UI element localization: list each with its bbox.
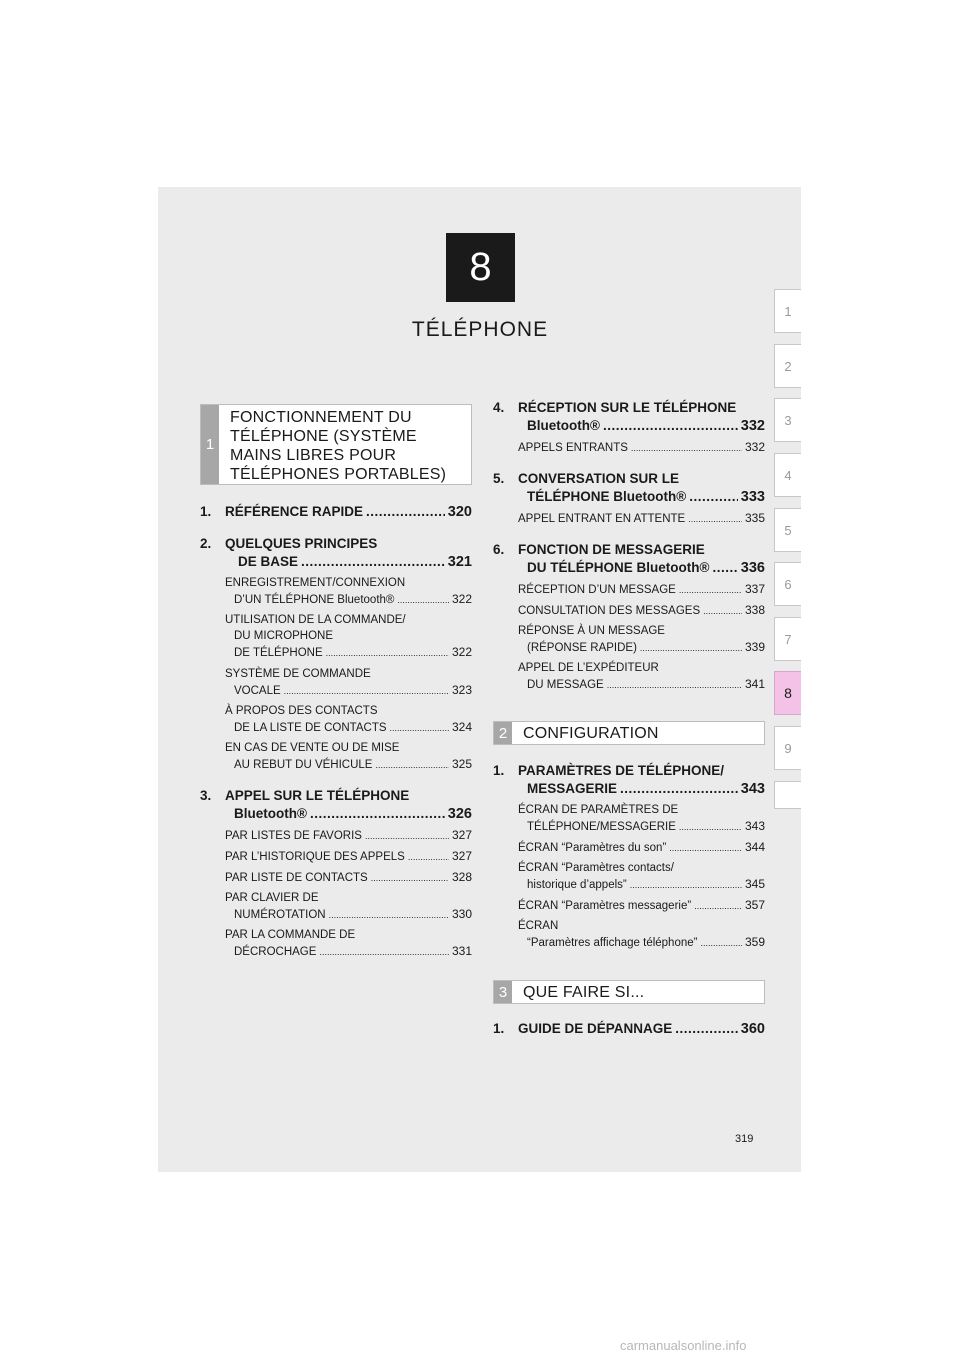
chapter-tab-6[interactable]: 6 [774, 562, 801, 606]
toc-sub-reply-message[interactable]: RÉPONSE À UN MESSAGE (RÉPONSE RAPIDE) ..... 339 [518, 623, 765, 656]
chapter-number-badge: 8 [446, 233, 515, 302]
chapter-title: TÉLÉPHONE [411, 318, 549, 341]
section-number: 1 [201, 405, 219, 484]
chapter-tab-3[interactable]: 3 [774, 398, 801, 442]
chapter-tab-5[interactable]: 5 [774, 508, 801, 552]
section-number: 2 [494, 722, 512, 744]
toc-entry-conversation[interactable]: 5. CONVERSATION SUR LE TÉLÉPHONE Bluetooth® ..... 333 [493, 470, 765, 506]
toc-entry-messaging[interactable]: 6. FONCTION DE MESSAGERIE DU TÉLÉPHONE Bluetooth® ..... 336 [493, 541, 765, 577]
toc-sub-voice[interactable]: SYSTÈME DE COMMANDE VOCALE ..... 323 [225, 666, 472, 699]
toc-entry-phone-settings[interactable]: 1. PARAMÈTRES DE TÉLÉPHONE/ MESSAGERIE ..... 343 [493, 762, 765, 798]
toc-sub-receive-message[interactable]: RÉCEPTION D’UN MESSAGE ..... 337 [518, 581, 765, 598]
toc-sub-pairing[interactable]: ENREGISTREMENT/CONNEXION D’UN TÉLÉPHONE Bluetooth® ..... 322 [225, 575, 472, 608]
chapter-tab-1[interactable]: 1 [774, 289, 801, 333]
section-header-1 [200, 404, 472, 485]
section-title: QUE FAIRE SI... [523, 984, 645, 1001]
toc-sub-settings-screen[interactable]: ÉCRAN DE PARAMÈTRES DE TÉLÉPHONE/MESSAGERIE ..... 343 [518, 802, 765, 835]
toc-sub-vehicle-sale[interactable]: EN CAS DE VENTE OU DE MISE AU REBUT DU VÉHICULE ..... 325 [225, 740, 472, 773]
chapter-tab-9[interactable]: 9 [774, 726, 801, 770]
toc-sub-contact-list[interactable]: PAR LISTE DE CONTACTS ..... 328 [225, 869, 472, 886]
toc-sub-contacts[interactable]: À PROPOS DES CONTACTS DE LA LISTE DE CONTACTS ..... 324 [225, 703, 472, 736]
section-header-3 [493, 980, 765, 1004]
toc-sub-view-messages[interactable]: CONSULTATION DES MESSAGES ..... 338 [518, 602, 765, 619]
toc-sub-contact-settings[interactable]: ÉCRAN “Paramètres contacts/ historique d’appels” ..... 345 [518, 860, 765, 893]
chapter-tab-4[interactable]: 4 [774, 453, 801, 497]
toc-sub-call-sender[interactable]: APPEL DE L’EXPÉDITEUR DU MESSAGE ..... 341 [518, 660, 765, 693]
toc-sub-sound-settings[interactable]: ÉCRAN “Paramètres du son” ..... 344 [518, 839, 765, 856]
toc-entry-troubleshooting[interactable]: 1. GUIDE DE DÉPANNAGE ..... 360 [493, 1020, 765, 1038]
toc-entry-calling[interactable]: 3. APPEL SUR LE TÉLÉPHONE Bluetooth® ..... 326 [200, 787, 472, 823]
toc-sub-messaging-settings[interactable]: ÉCRAN “Paramètres messagerie” ..... 357 [518, 897, 765, 914]
section-number: 3 [494, 981, 512, 1003]
section-title: FONCTIONNEMENT DU TÉLÉPHONE (SYSTÈME MAINS LIBRES POUR TÉLÉPHONES PORTABLES) [230, 409, 447, 483]
toc-sub-incoming-calls[interactable]: APPELS ENTRANTS ..... 332 [518, 439, 765, 456]
toc-entry-receiving[interactable]: 4. RÉCEPTION SUR LE TÉLÉPHONE Bluetooth® ..... 332 [493, 399, 765, 435]
toc-sub-history[interactable]: PAR L’HISTORIQUE DES APPELS ..... 327 [225, 848, 472, 865]
section-title: CONFIGURATION [523, 725, 659, 742]
watermark: carmanualsonline.info [620, 1338, 747, 1353]
chapter-tab-7[interactable]: 7 [774, 617, 801, 661]
toc-entry-basic-principles[interactable]: 2. QUELQUES PRINCIPES DE BASE ..... 321 [200, 535, 472, 571]
chapter-tab-blank[interactable] [774, 781, 801, 809]
section-header-2 [493, 721, 765, 745]
page-number: 319 [735, 1133, 754, 1145]
toc-sub-keypad[interactable]: PAR CLAVIER DE NUMÉROTATION ..... 330 [225, 890, 472, 923]
toc-sub-off-hook[interactable]: PAR LA COMMANDE DE DÉCROCHAGE ..... 331 [225, 927, 472, 960]
toc-sub-display-settings[interactable]: ÉCRAN “Paramètres affichage téléphone” ..... 359 [518, 918, 765, 951]
toc-sub-favorites[interactable]: PAR LISTES DE FAVORIS ..... 327 [225, 827, 472, 844]
toc-sub-call-waiting[interactable]: APPEL ENTRANT EN ATTENTE ..... 335 [518, 510, 765, 527]
toc-sub-microphone[interactable]: UTILISATION DE LA COMMANDE/ DU MICROPHONE DE TÉLÉPHONE ..... 322 [225, 612, 472, 661]
chapter-tab-8-active[interactable]: 8 [774, 671, 801, 715]
chapter-tab-2[interactable]: 2 [774, 344, 801, 388]
toc-entry-quick-reference[interactable]: 1. RÉFÉRENCE RAPIDE ..... 320 [200, 503, 472, 521]
